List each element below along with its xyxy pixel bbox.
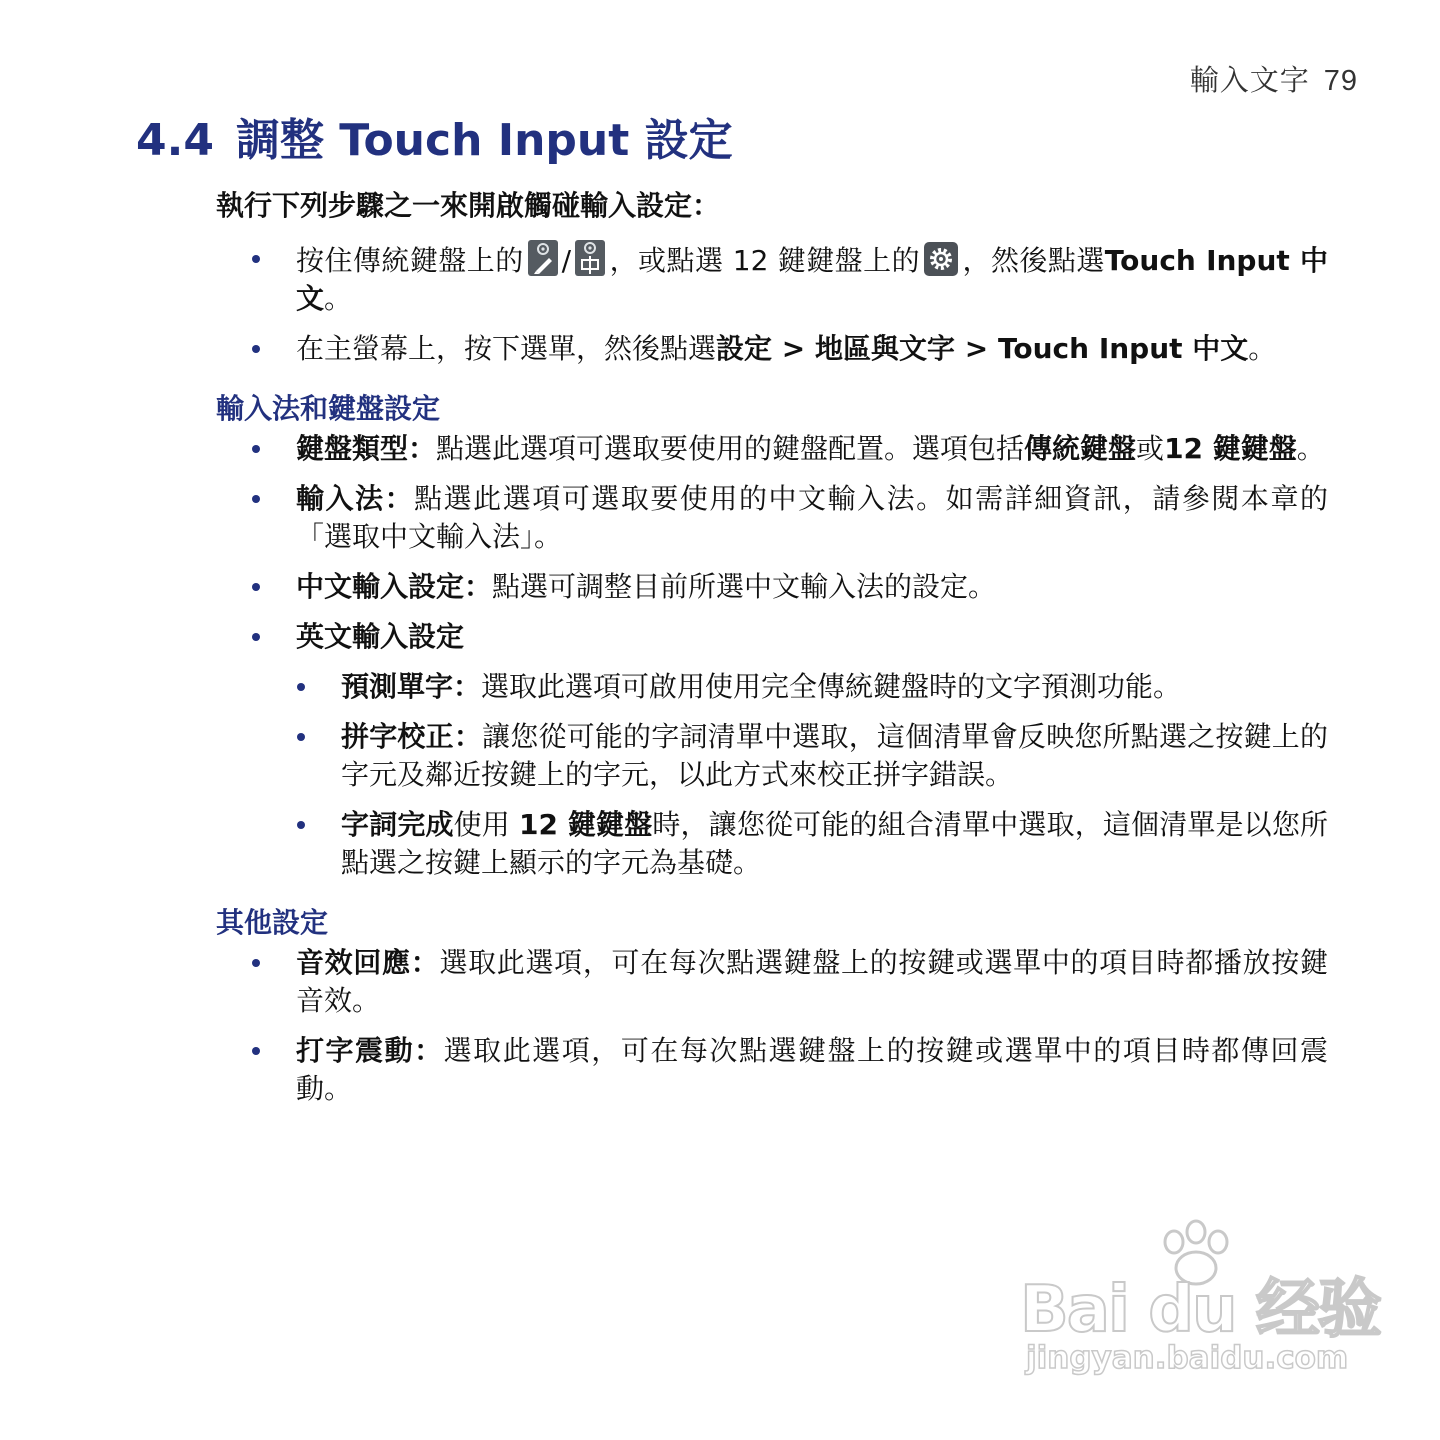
bullet <box>297 821 305 829</box>
bullet <box>252 445 260 453</box>
list-item: 音效回應：選取此選項，可在每次點選鍵盤上的按鍵或選單中的項目時都播放按鍵音效。 <box>216 944 1328 1020</box>
bullet <box>252 583 260 591</box>
list-item: 預測單字：選取此選項可啟用使用完全傳統鍵盤時的文字預測功能。 <box>216 668 1328 706</box>
other-settings-list <box>216 944 1328 1108</box>
page-header <box>1190 58 1358 99</box>
bullet <box>252 959 260 967</box>
watermark-url: jingyan.baidu.com <box>1026 1340 1349 1376</box>
keyboard-settings-chinese-icon <box>575 240 605 276</box>
list-item: 打字震動：選取此選項，可在每次點選鍵盤上的按鍵或選單中的項目時都傳回震動。 <box>216 1032 1328 1108</box>
bullet <box>297 733 305 741</box>
list-item: 字詞完成使用 12 鍵鍵盤時，讓您從可能的組合清單中選取，這個清單是以您所點選之按鍵上顯示的字元為基礎。 <box>216 806 1328 882</box>
bullet <box>252 495 260 503</box>
list-item: 鍵盤類型：點選此選項可選取要使用的鍵盤配置。選項包括傳統鍵盤或12 鍵鍵盤。 <box>216 430 1328 468</box>
subsection-heading-input-keyboard: 輸入法和鍵盤設定 <box>216 392 441 425</box>
bullet <box>252 633 260 641</box>
watermark-brand: Bai du 经验 <box>1020 1273 1380 1347</box>
input-keyboard-settings-list <box>216 430 1328 882</box>
section-title <box>136 104 733 168</box>
settings-gear-icon <box>924 242 958 276</box>
list-item: 輸入法：點選此選項可選取要使用的中文輸入法。如需詳細資訊，請參閱本章的「選取中文輸入法」。 <box>216 480 1328 556</box>
section-title-text: 調整 Touch Input 設定 <box>235 115 733 166</box>
baidu-watermark <box>1020 1218 1380 1398</box>
intro-text: 執行下列步驟之一來開啟觸碰輸入設定： <box>216 189 721 222</box>
header-section: 輸入文字 <box>1189 63 1310 97</box>
bullet <box>252 1047 260 1055</box>
page-number: 79 <box>1323 65 1358 97</box>
steps-list <box>216 240 1328 368</box>
bullet <box>252 345 260 353</box>
keyboard-settings-pen-icon <box>528 240 558 276</box>
list-item: 在主螢幕上，按下選單，然後點選設定 > 地區與文字 > Touch Input 中文。 <box>216 330 1328 368</box>
bullet <box>297 683 305 691</box>
list-item: 中文輸入設定：點選可調整目前所選中文輸入法的設定。 <box>216 568 1328 606</box>
list-item: 按住傳統鍵盤上的 / ，或點選 12 鍵鍵盤上的 ，然後點選Touch Input 中文。 <box>216 240 1328 318</box>
bullet <box>252 255 260 263</box>
page-content <box>216 186 1328 1120</box>
subsection-heading-other: 其他設定 <box>216 906 329 939</box>
list-item: 拼字校正：讓您從可能的字詞清單中選取，這個清單會反映您所點選之按鍵上的字元及鄰近按鍵上的字元，以此方式來校正拼字錯誤。 <box>216 718 1328 794</box>
list-item: 英文輸入設定 <box>216 618 1328 656</box>
section-number: 4.4 <box>136 115 214 166</box>
